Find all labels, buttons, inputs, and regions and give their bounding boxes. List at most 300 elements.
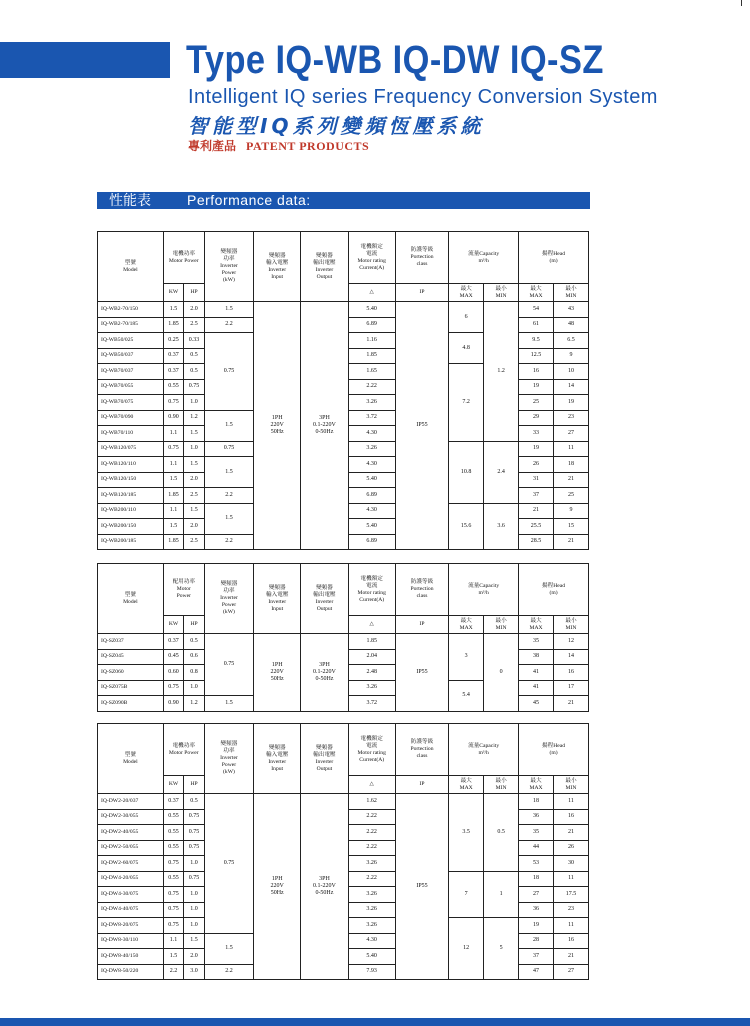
head-max-cell: 28.5 <box>519 534 554 550</box>
head-min-cell: 23 <box>553 902 588 918</box>
header-head-max: 最大 MAX <box>519 776 554 794</box>
head-min-cell: 25 <box>553 488 588 504</box>
header-motor-current: 電機額定 電流 Motor rating Current(A) <box>348 724 395 776</box>
header-capacity: 流量Capacity m³/h <box>449 232 519 284</box>
model-cell: IQ-WB70/037 <box>98 364 164 380</box>
dw-performance-table <box>97 723 589 980</box>
head-max-cell: 28 <box>519 933 554 949</box>
model-cell: IQ-DW2-30/055 <box>98 809 164 825</box>
model-cell: IQ-DW8-50/220 <box>98 964 164 980</box>
capacity-max-cell: 7.2 <box>449 364 484 442</box>
capacity-min-cell: 1.2 <box>484 302 519 442</box>
kw-cell: 0.55 <box>163 825 184 841</box>
kw-cell: 0.75 <box>163 441 184 457</box>
hp-cell: 0.5 <box>184 364 205 380</box>
hp-cell: 2.0 <box>184 519 205 535</box>
motor-current-cell: 1.62 <box>348 794 395 810</box>
head-max-cell: 44 <box>519 840 554 856</box>
inverter-power-cell: 1.5 <box>204 503 253 534</box>
motor-current-cell: 3.72 <box>348 410 395 426</box>
capacity-min-cell: 5 <box>484 918 519 980</box>
header-kw: KW <box>163 284 184 302</box>
kw-cell: 0.37 <box>163 634 184 650</box>
inverter-power-cell: 2.2 <box>204 488 253 504</box>
capacity-max-cell: 5.4 <box>449 680 484 711</box>
head-max-cell: 26 <box>519 457 554 473</box>
model-cell: IQ-DW8-20/075 <box>98 918 164 934</box>
head-min-cell: 30 <box>553 856 588 872</box>
head-max-cell: 29 <box>519 410 554 426</box>
kw-cell: 0.37 <box>163 794 184 810</box>
motor-current-cell: 5.40 <box>348 949 395 965</box>
motor-current-cell: 5.40 <box>348 302 395 318</box>
header-inverter-output: 變頻器 輸出電壓 Inverter Output <box>301 564 348 634</box>
inverter-input-cell: 1PH 220V 50Hz <box>254 634 301 712</box>
head-min-cell: 27 <box>553 426 588 442</box>
motor-current-cell: 3.26 <box>348 395 395 411</box>
kw-cell: 0.55 <box>163 840 184 856</box>
model-cell: IQ-DW2-20/037 <box>98 794 164 810</box>
inverter-power-cell: 0.75 <box>204 634 253 696</box>
head-max-cell: 36 <box>519 902 554 918</box>
header-inverter-input: 變頻器 輸入電壓 Inverter Input <box>254 564 301 634</box>
model-cell: IQ-WB120/150 <box>98 472 164 488</box>
head-min-cell: 16 <box>553 809 588 825</box>
header-capacity-min: 最小 MIN <box>484 284 519 302</box>
corner-mark <box>741 0 742 6</box>
header-protection-class: 防護等級 Portection class <box>395 232 448 284</box>
kw-cell: 0.55 <box>163 379 184 395</box>
kw-cell: 1.5 <box>163 472 184 488</box>
motor-current-cell: 3.26 <box>348 856 395 872</box>
sz-performance-table <box>97 563 589 712</box>
header-triangle: △ <box>348 616 395 634</box>
head-min-cell: 9 <box>553 348 588 364</box>
header-head: 揚程Head (m) <box>519 232 589 284</box>
model-cell: IQ-DW2-40/055 <box>98 825 164 841</box>
header-inverter-input: 變頻器 輸入電壓 Inverter Input <box>254 724 301 794</box>
hp-cell: 1.0 <box>184 856 205 872</box>
hp-cell: 0.75 <box>184 840 205 856</box>
head-max-cell: 33 <box>519 426 554 442</box>
header-hp: HP <box>184 616 205 634</box>
header-ip: IP <box>395 776 448 794</box>
motor-current-cell: 5.40 <box>348 472 395 488</box>
header-motor-current: 電機額定 電流 Motor rating Current(A) <box>348 232 395 284</box>
performance-heading-cn: 性能表 <box>109 192 151 208</box>
protection-class-cell: IP55 <box>395 302 448 550</box>
hp-cell: 2.5 <box>184 488 205 504</box>
head-max-cell: 19 <box>519 441 554 457</box>
hp-cell: 1.0 <box>184 395 205 411</box>
motor-current-cell: 2.22 <box>348 825 395 841</box>
model-cell: IQ-SZ090B <box>98 696 164 712</box>
hp-cell: 1.0 <box>184 902 205 918</box>
model-cell: IQ-SZ045 <box>98 649 164 665</box>
head-min-cell: 16 <box>554 665 589 681</box>
kw-cell: 0.37 <box>163 348 184 364</box>
header-head-min: 最小 MIN <box>554 616 589 634</box>
model-cell: IQ-DW8-30/110 <box>98 933 164 949</box>
head-max-cell: 37 <box>519 488 554 504</box>
motor-current-cell: 1.85 <box>348 634 395 650</box>
capacity-max-cell: 4.8 <box>449 333 484 364</box>
kw-cell: 1.1 <box>163 503 184 519</box>
capacity-max-cell: 7 <box>449 871 484 918</box>
head-max-cell: 19 <box>519 379 554 395</box>
head-min-cell: 16 <box>553 933 588 949</box>
inverter-output-cell: 3PH 0.1-220V 0-50Hz <box>301 302 348 550</box>
hp-cell: 2.5 <box>184 534 205 550</box>
page-subtitle: Intelligent IQ series Frequency Conversion System <box>188 86 658 108</box>
kw-cell: 0.60 <box>163 665 184 681</box>
head-min-cell: 15 <box>553 519 588 535</box>
model-cell: IQ-DW2-50/055 <box>98 840 164 856</box>
header-head: 揚程Head (m) <box>519 564 589 616</box>
kw-cell: 0.90 <box>163 410 184 426</box>
head-min-cell: 9 <box>553 503 588 519</box>
motor-current-cell: 7.93 <box>348 964 395 980</box>
footer-accent-bar <box>0 1018 750 1026</box>
motor-current-cell: 5.40 <box>348 519 395 535</box>
table-row <box>98 302 589 318</box>
motor-current-cell: 2.22 <box>348 379 395 395</box>
model-cell: IQ-WB70/110 <box>98 426 164 442</box>
motor-current-cell: 4.30 <box>348 503 395 519</box>
kw-cell: 1.85 <box>163 534 184 550</box>
head-max-cell: 53 <box>519 856 554 872</box>
head-min-cell: 21 <box>553 825 588 841</box>
head-min-cell: 23 <box>553 410 588 426</box>
model-cell: IQ-DW8-40/150 <box>98 949 164 965</box>
hp-cell: 2.5 <box>184 317 205 333</box>
motor-current-cell: 6.89 <box>348 534 395 550</box>
motor-current-cell: 3.26 <box>348 680 395 696</box>
head-max-cell: 21 <box>519 503 554 519</box>
hp-cell: 2.0 <box>184 302 205 318</box>
model-cell: IQ-WB120/110 <box>98 457 164 473</box>
motor-current-cell: 2.22 <box>348 871 395 887</box>
hp-cell: 0.75 <box>184 825 205 841</box>
header-inverter-power: 變頻器 功率 Inverter Power (kW) <box>204 724 253 794</box>
inverter-output-cell: 3PH 0.1-220V 0-50Hz <box>301 794 348 980</box>
head-max-cell: 18 <box>519 871 554 887</box>
kw-cell: 1.5 <box>163 519 184 535</box>
kw-cell: 1.85 <box>163 488 184 504</box>
kw-cell: 1.85 <box>163 317 184 333</box>
header-ip: IP <box>395 616 448 634</box>
inverter-input-cell: 1PH 220V 50Hz <box>254 302 301 550</box>
inverter-input-cell: 1PH 220V 50Hz <box>254 794 301 980</box>
head-min-cell: 17.5 <box>553 887 588 903</box>
hp-cell: 1.2 <box>184 410 205 426</box>
header-hp: HP <box>184 284 205 302</box>
hp-cell: 0.5 <box>184 634 205 650</box>
motor-current-cell: 4.30 <box>348 933 395 949</box>
inverter-power-cell: 1.5 <box>204 410 253 441</box>
kw-cell: 0.75 <box>163 902 184 918</box>
model-cell: IQ-DW4-40/075 <box>98 902 164 918</box>
header-head-min: 最小 MIN <box>553 776 588 794</box>
inverter-power-cell: 2.2 <box>204 317 253 333</box>
capacity-max-cell: 3.5 <box>449 794 484 872</box>
motor-current-cell: 6.89 <box>348 488 395 504</box>
inverter-power-cell: 0.75 <box>204 333 253 411</box>
model-cell: IQ-WB120/185 <box>98 488 164 504</box>
model-cell: IQ-WB50/037 <box>98 348 164 364</box>
header-protection-class: 防護等級 Portection class <box>395 564 448 616</box>
performance-data-heading <box>97 192 590 209</box>
head-min-cell: 14 <box>554 649 589 665</box>
hp-cell: 1.0 <box>184 918 205 934</box>
header-capacity-max: 最大 MAX <box>449 616 484 634</box>
head-min-cell: 11 <box>553 794 588 810</box>
protection-class-cell: IP55 <box>395 794 448 980</box>
header-kw: KW <box>163 776 184 794</box>
header-model: 型號 Model <box>98 232 164 302</box>
inverter-power-cell: 2.2 <box>204 964 253 980</box>
motor-current-cell: 1.65 <box>348 364 395 380</box>
kw-cell: 0.55 <box>163 809 184 825</box>
motor-current-cell: 4.30 <box>348 457 395 473</box>
motor-current-cell: 3.26 <box>348 902 395 918</box>
head-min-cell: 17 <box>554 680 589 696</box>
capacity-max-cell: 6 <box>449 302 484 333</box>
kw-cell: 0.75 <box>163 856 184 872</box>
kw-cell: 0.75 <box>163 395 184 411</box>
patent-label-cn: 專利產品 <box>188 139 237 153</box>
patent-label-en: PATENT PRODUCTS <box>246 139 370 153</box>
model-cell: IQ-SZ037 <box>98 634 164 650</box>
kw-cell: 0.75 <box>163 918 184 934</box>
header-triangle: △ <box>348 776 395 794</box>
head-max-cell: 31 <box>519 472 554 488</box>
hp-cell: 1.0 <box>184 887 205 903</box>
motor-current-cell: 3.26 <box>348 918 395 934</box>
capacity-max-cell: 12 <box>449 918 484 980</box>
header-accent-bar <box>0 42 170 78</box>
head-min-cell: 48 <box>553 317 588 333</box>
header-triangle: △ <box>348 284 395 302</box>
head-max-cell: 38 <box>519 649 554 665</box>
inverter-power-cell: 1.5 <box>204 457 253 488</box>
head-max-cell: 47 <box>519 964 554 980</box>
model-cell: IQ-WB120/075 <box>98 441 164 457</box>
hp-cell: 0.8 <box>184 665 205 681</box>
head-min-cell: 11 <box>553 441 588 457</box>
head-min-cell: 21 <box>553 472 588 488</box>
header-protection-class: 防護等級 Portection class <box>395 724 448 776</box>
header-capacity-min: 最小 MIN <box>484 616 519 634</box>
kw-cell: 0.37 <box>163 364 184 380</box>
hp-cell: 3.0 <box>184 964 205 980</box>
inverter-power-cell: 2.2 <box>204 534 253 550</box>
hp-cell: 1.0 <box>184 680 205 696</box>
model-cell: IQ-WB70/075 <box>98 395 164 411</box>
hp-cell: 1.2 <box>184 696 205 712</box>
head-max-cell: 36 <box>519 809 554 825</box>
kw-cell: 0.25 <box>163 333 184 349</box>
kw-cell: 0.75 <box>163 887 184 903</box>
hp-cell: 0.5 <box>184 348 205 364</box>
header-ip: IP <box>395 284 448 302</box>
hp-cell: 0.75 <box>184 379 205 395</box>
hp-cell: 1.5 <box>184 426 205 442</box>
header-capacity-max: 最大 MAX <box>449 776 484 794</box>
head-max-cell: 18 <box>519 794 554 810</box>
motor-current-cell: 4.30 <box>348 426 395 442</box>
capacity-min-cell: 3.6 <box>484 503 519 550</box>
model-cell: IQ-SZ075B <box>98 680 164 696</box>
hp-cell: 0.6 <box>184 649 205 665</box>
motor-current-cell: 3.26 <box>348 441 395 457</box>
table-row <box>98 634 589 650</box>
kw-cell: 1.5 <box>163 302 184 318</box>
head-max-cell: 16 <box>519 364 554 380</box>
head-max-cell: 35 <box>519 634 554 650</box>
head-min-cell: 14 <box>553 379 588 395</box>
page-subtitle-cn: 智能型IQ系列變頻恆壓系統 <box>188 114 485 138</box>
head-max-cell: 61 <box>519 317 554 333</box>
head-min-cell: 18 <box>553 457 588 473</box>
wb-performance-table <box>97 231 589 550</box>
header-inverter-power: 變頻器 功率 Inverter Power (kW) <box>204 232 253 302</box>
inverter-power-cell: 1.5 <box>204 696 253 712</box>
kw-cell: 0.55 <box>163 871 184 887</box>
header-model: 型號 Model <box>98 724 164 794</box>
head-max-cell: 9.5 <box>519 333 554 349</box>
table-row <box>98 794 589 810</box>
hp-cell: 0.75 <box>184 871 205 887</box>
header-hp: HP <box>184 776 205 794</box>
header-motor-power: 配用功率 Motor Power <box>163 564 204 616</box>
capacity-max-cell: 15.6 <box>449 503 484 550</box>
model-cell: IQ-WB2-70/150 <box>98 302 164 318</box>
head-min-cell: 6.5 <box>553 333 588 349</box>
model-cell: IQ-WB70/055 <box>98 379 164 395</box>
motor-current-cell: 1.16 <box>348 333 395 349</box>
hp-cell: 2.0 <box>184 949 205 965</box>
capacity-max-cell: 10.8 <box>449 441 484 503</box>
head-min-cell: 43 <box>553 302 588 318</box>
hp-cell: 1.5 <box>184 933 205 949</box>
motor-current-cell: 2.48 <box>348 665 395 681</box>
head-min-cell: 21 <box>554 696 589 712</box>
header-inverter-output: 變頻器 輸出電壓 Inverter Output <box>301 232 348 302</box>
head-max-cell: 41 <box>519 680 554 696</box>
inverter-power-cell: 0.75 <box>204 794 253 934</box>
head-min-cell: 21 <box>553 949 588 965</box>
inverter-power-cell: 1.5 <box>204 933 253 964</box>
head-max-cell: 35 <box>519 825 554 841</box>
head-min-cell: 19 <box>553 395 588 411</box>
head-min-cell: 27 <box>553 964 588 980</box>
header-motor-power: 電機功率 Motor Power <box>163 232 204 284</box>
hp-cell: 1.5 <box>184 503 205 519</box>
kw-cell: 2.2 <box>163 964 184 980</box>
header-capacity-max: 最大 MAX <box>449 284 484 302</box>
kw-cell: 0.75 <box>163 680 184 696</box>
kw-cell: 0.45 <box>163 649 184 665</box>
head-max-cell: 45 <box>519 696 554 712</box>
motor-current-cell: 2.04 <box>348 649 395 665</box>
header-capacity: 流量Capacity m³/h <box>449 564 519 616</box>
header-inverter-input: 變頻器 輸入電壓 Inverter Input <box>254 232 301 302</box>
motor-current-cell: 2.22 <box>348 840 395 856</box>
capacity-min-cell: 0 <box>484 634 519 712</box>
page-title: Type IQ-WB IQ-DW IQ-SZ <box>186 38 604 82</box>
inverter-output-cell: 3PH 0.1-220V 0-50Hz <box>301 634 348 712</box>
capacity-min-cell: 0.5 <box>484 794 519 872</box>
header-inverter-output: 變頻器 輸出電壓 Inverter Output <box>301 724 348 794</box>
header-inverter-power: 變頻器 功率 Inverter Power (kW) <box>204 564 253 634</box>
header-capacity-min: 最小 MIN <box>484 776 519 794</box>
model-cell: IQ-DW2-60/075 <box>98 856 164 872</box>
model-cell: IQ-WB200/185 <box>98 534 164 550</box>
patent-label <box>188 137 369 154</box>
head-max-cell: 19 <box>519 918 554 934</box>
inverter-power-cell: 1.5 <box>204 302 253 318</box>
head-min-cell: 11 <box>553 918 588 934</box>
head-min-cell: 12 <box>554 634 589 650</box>
header-head-max: 最大 MAX <box>519 616 554 634</box>
motor-current-cell: 1.85 <box>348 348 395 364</box>
head-max-cell: 12.5 <box>519 348 554 364</box>
motor-current-cell: 6.89 <box>348 317 395 333</box>
head-min-cell: 26 <box>553 840 588 856</box>
motor-current-cell: 3.26 <box>348 887 395 903</box>
model-cell: IQ-DW4-30/075 <box>98 887 164 903</box>
hp-cell: 2.0 <box>184 472 205 488</box>
performance-heading-en: Performance data: <box>187 192 311 208</box>
header-head-max: 最大 MAX <box>519 284 554 302</box>
hp-cell: 0.33 <box>184 333 205 349</box>
kw-cell: 1.1 <box>163 457 184 473</box>
model-cell: IQ-WB200/110 <box>98 503 164 519</box>
model-cell: IQ-DW4-20/055 <box>98 871 164 887</box>
model-cell: IQ-WB50/025 <box>98 333 164 349</box>
header-motor-current: 電機額定 電流 Motor rating Current(A) <box>348 564 395 616</box>
header-head: 揚程Head (m) <box>519 724 589 776</box>
kw-cell: 1.5 <box>163 949 184 965</box>
motor-current-cell: 3.72 <box>348 696 395 712</box>
hp-cell: 1.0 <box>184 441 205 457</box>
head-max-cell: 54 <box>519 302 554 318</box>
head-min-cell: 10 <box>553 364 588 380</box>
kw-cell: 0.90 <box>163 696 184 712</box>
hp-cell: 0.5 <box>184 794 205 810</box>
hp-cell: 0.75 <box>184 809 205 825</box>
header-kw: KW <box>163 616 184 634</box>
inverter-power-cell: 0.75 <box>204 441 253 457</box>
head-min-cell: 21 <box>553 534 588 550</box>
header-capacity: 流量Capacity m³/h <box>449 724 519 776</box>
head-max-cell: 37 <box>519 949 554 965</box>
header-model: 型號 Model <box>98 564 164 634</box>
model-cell: IQ-WB200/150 <box>98 519 164 535</box>
motor-current-cell: 2.22 <box>348 809 395 825</box>
hp-cell: 1.5 <box>184 457 205 473</box>
model-cell: IQ-WB2-70/185 <box>98 317 164 333</box>
head-max-cell: 25.5 <box>519 519 554 535</box>
kw-cell: 1.1 <box>163 426 184 442</box>
kw-cell: 1.1 <box>163 933 184 949</box>
capacity-min-cell: 1 <box>484 871 519 918</box>
model-cell: IQ-SZ060 <box>98 665 164 681</box>
capacity-max-cell: 3 <box>449 634 484 681</box>
header-head-min: 最小 MIN <box>553 284 588 302</box>
header-motor-power: 電機功率 Motor Power <box>163 724 204 776</box>
